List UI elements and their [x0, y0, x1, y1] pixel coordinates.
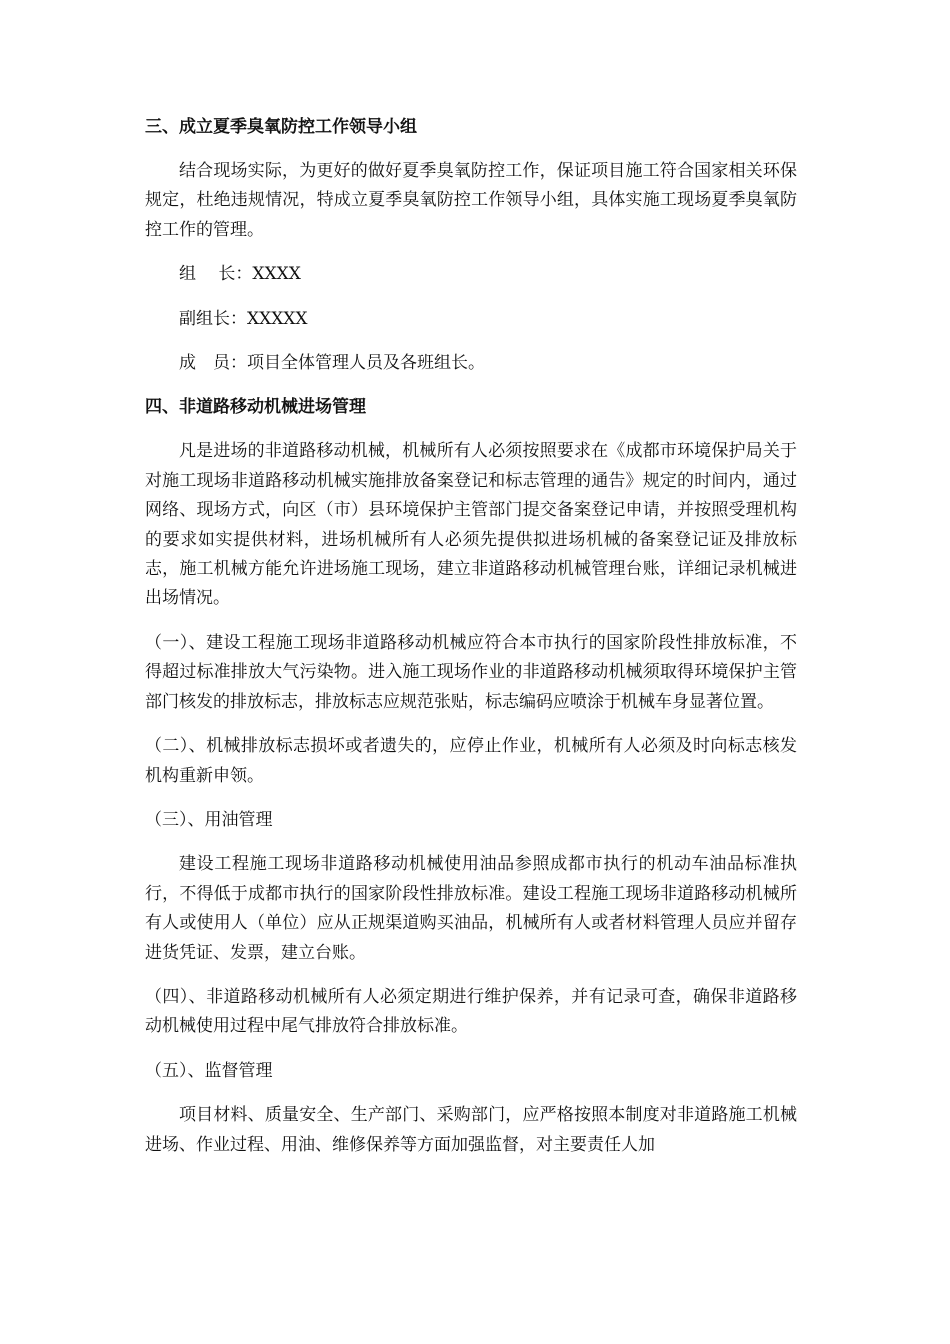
item-5-title: （五）、监督管理 — [145, 1060, 273, 1081]
item-5-body: 项目材料、质量安全、生产部门、采购部门，应严格按照本制度对非道路施工机械进场、作业过程、用油、维修保养等方面加强监督，对主要责任人加 — [145, 1105, 797, 1155]
item-3-title: （三）、用油管理 — [145, 809, 273, 830]
deputy-leader-line: 副组长：XXXXX — [179, 308, 308, 329]
item-1-paragraph: （一）、建设工程施工现场非道路移动机械应符合本市执行的国家阶段性排放标准，不得超过标准排放大气污染物。进入施工现场作业的非道路移动机械须取得环境保护主管部门核发的排放标志，排放标志应规范张贴，标志编码应喷涂于机械车身显著位置。 — [145, 632, 797, 712]
section-4-intro: 凡是进场的非道路移动机械，机械所有人必须按照要求在《成都市环境保护局关于对施工现场非道路移动机械实施排放备案登记和标志管理的通告》规定的时间内，通过网络、现场方式，向区（市）县环境保护主管部门提交备案登记申请，并按照受理机构的要求如实提供材料，进场机械所有人必须先提供拟进场机械的备案登记证及排放标志，施工机械方能允许进场施工现场，建立非道路移动机械管理台账，详细记录机械进出场情况。 — [145, 441, 797, 609]
item-3-body: 建设工程施工现场非道路移动机械使用油品参照成都市执行的机动车油品标准执行，不得低于成都市执行的国家阶段性排放标准。建设工程施工现场非道路移动机械所有人或使用人（单位）应从正规渠道购买油品，机械所有人或者材料管理人员应并留存进货凭证、发票，建立台账。 — [145, 854, 797, 963]
item-2-paragraph: （二）、机械排放标志损坏或者遗失的，应停止作业，机械所有人必须及时向标志核发机构重新申领。 — [145, 736, 797, 786]
item-4-paragraph: （四）、非道路移动机械所有人必须定期进行维护保养，并有记录可查，确保非道路移动机械使用过程中尾气排放符合排放标准。 — [145, 986, 797, 1037]
document-body — [145, 113, 797, 1175]
section-4-heading: 四、非道路移动机械进场管理 — [145, 397, 366, 418]
group-leader-line: 组 长：XXXX — [179, 264, 301, 285]
members-line: 成 员：项目全体管理人员及各班组长。 — [179, 353, 485, 374]
section-3-heading: 三、成立夏季臭氧防控工作领导小组 — [145, 117, 417, 137]
section-3-intro: 结合现场实际，为更好的做好夏季臭氧防控工作，保证项目施工符合国家相关环保规定，杜绝违规情况，特成立夏季臭氧防控工作领导小组，具体实施工现场夏季臭氧防控工作的管理。 — [145, 161, 797, 240]
